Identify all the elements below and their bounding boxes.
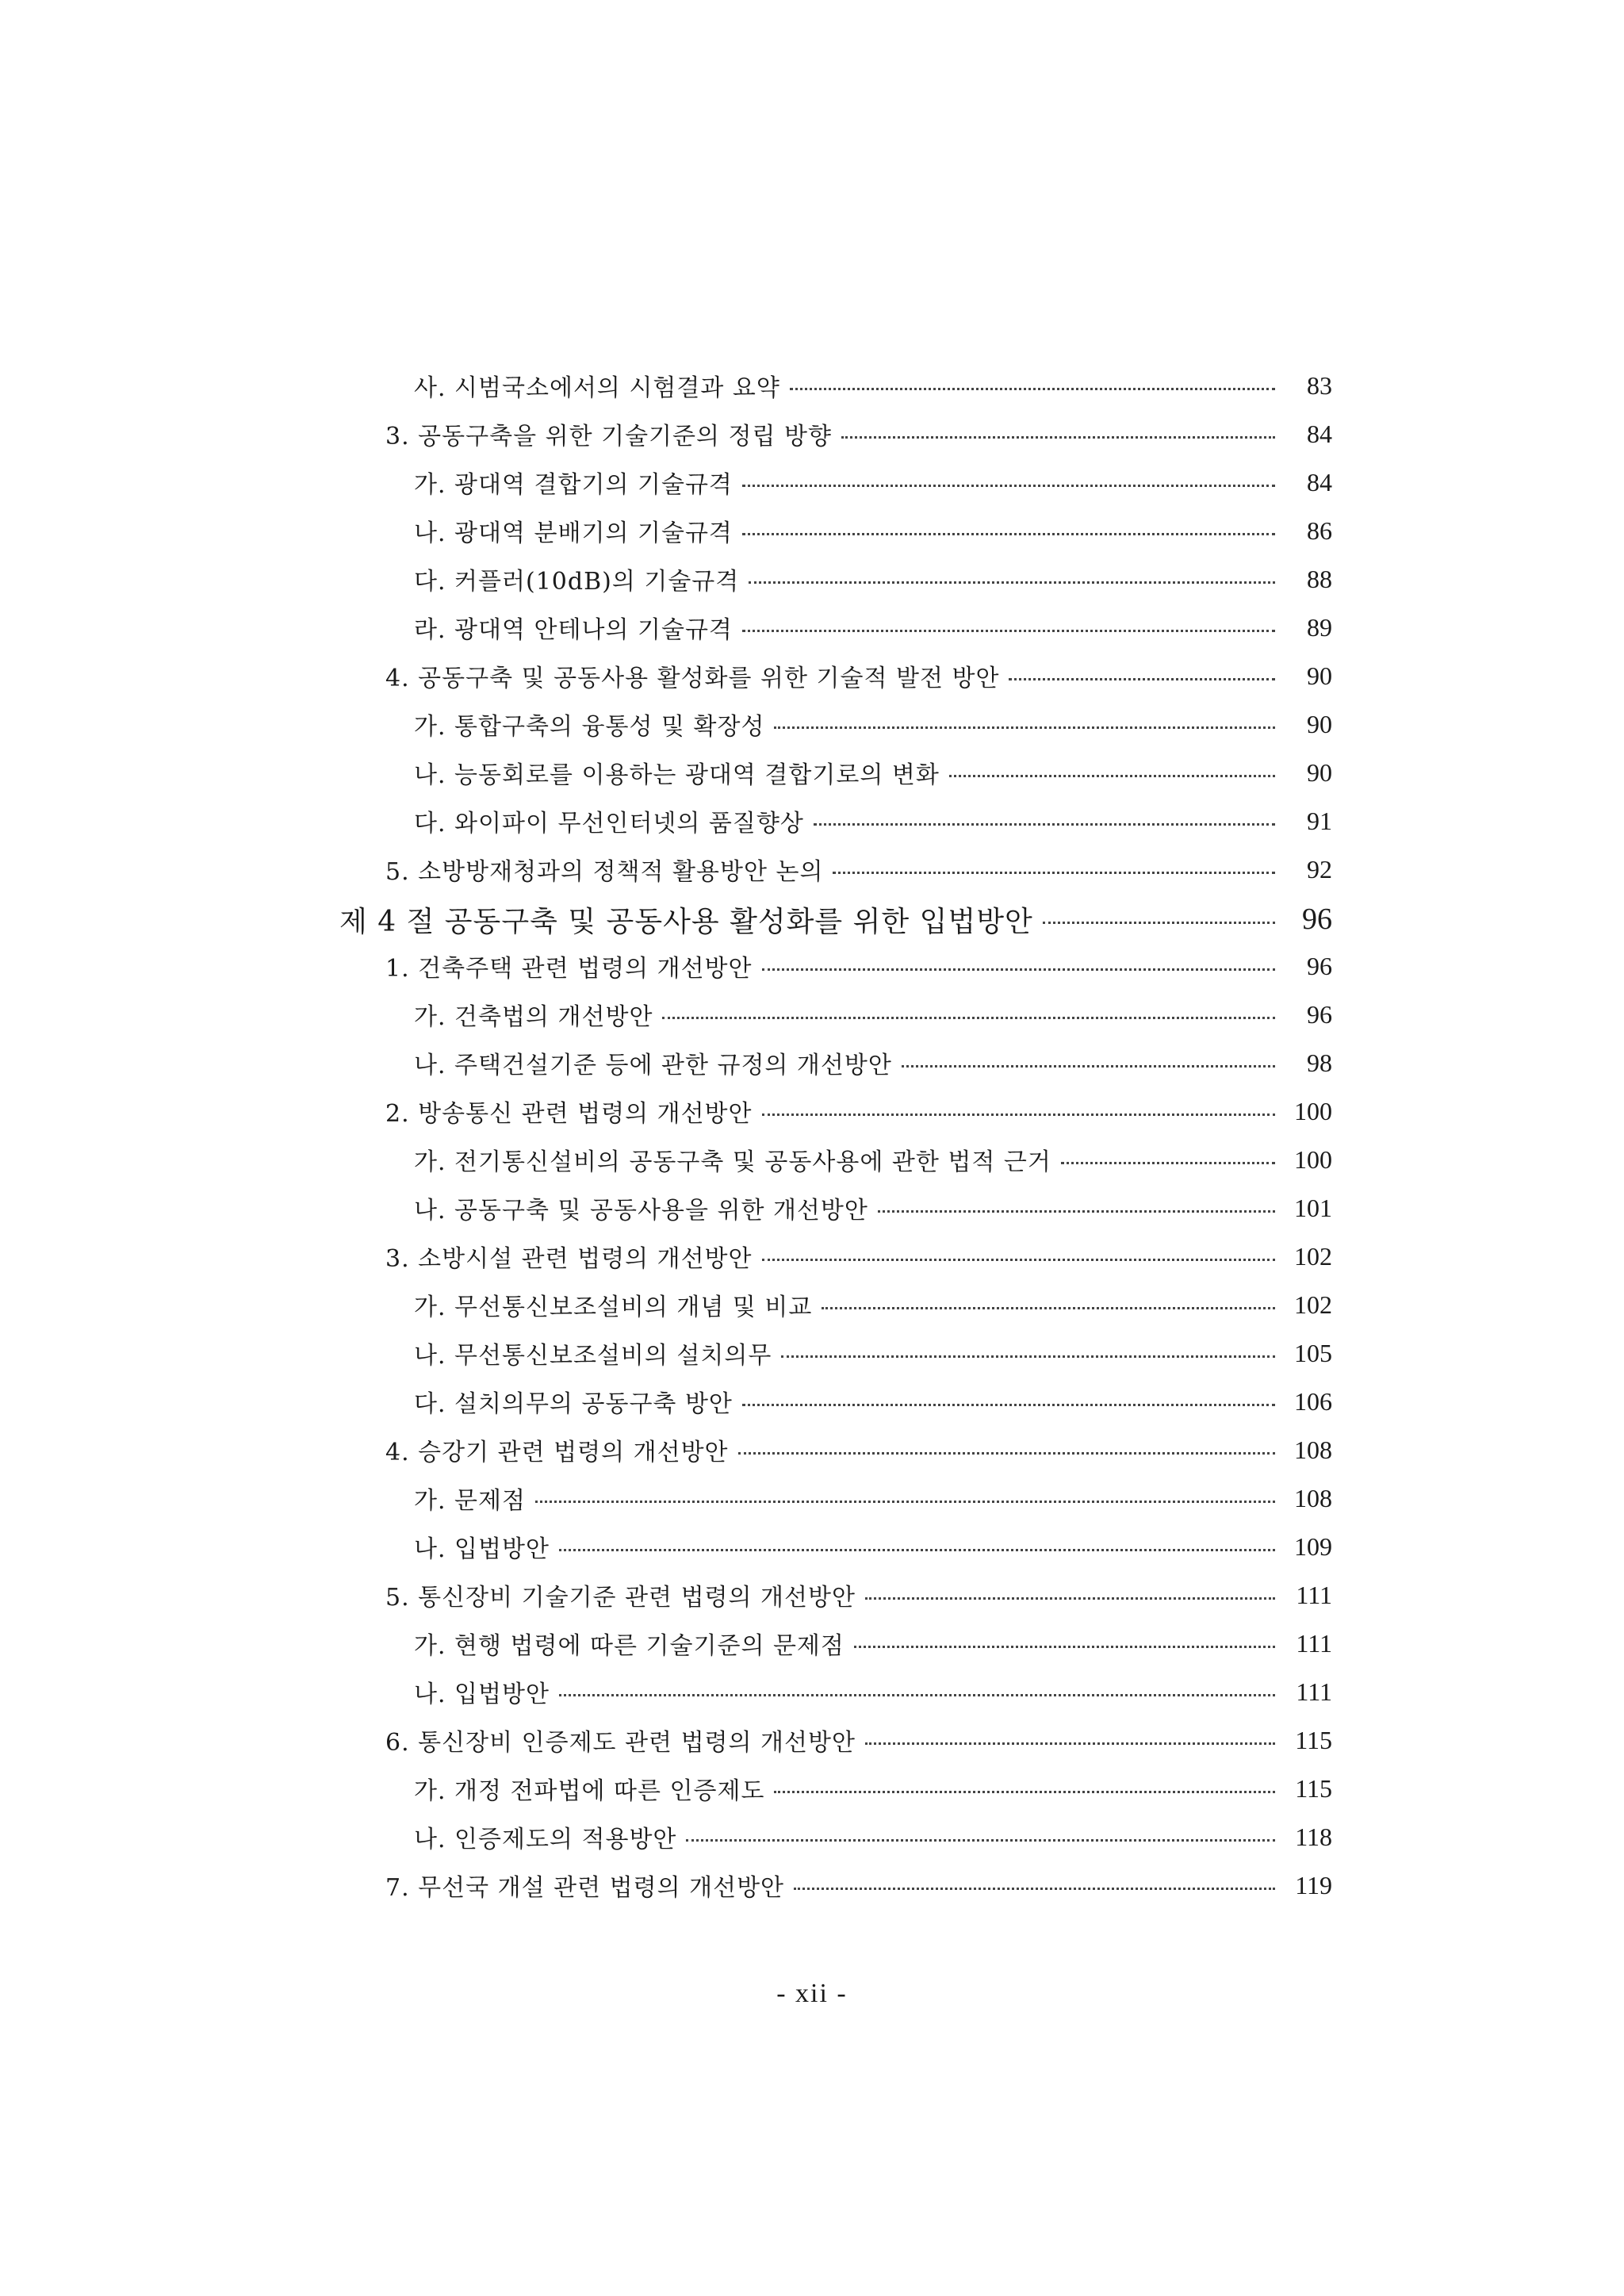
toc-entry [414, 1041, 1332, 1085]
toc-entry-page: 90 [1307, 709, 1332, 738]
dot-leader [790, 388, 1275, 390]
toc-entry-title: 5. 통신장비 기술기준 관련 법령의 개선방안 [385, 1584, 856, 1612]
toc-entry-title: 가. 전기통신설비의 공동구축 및 공동사용에 관한 법적 근거 [414, 1148, 1051, 1176]
toc-entry-title: 1. 건축주택 관련 법령의 개선방안 [385, 955, 753, 983]
dot-leader [738, 1452, 1275, 1455]
toc-entry [414, 1621, 1332, 1665]
toc-entry-page: 119 [1295, 1870, 1332, 1899]
toc-entry-title: 가. 현행 법령에 따른 기술기준의 문제점 [414, 1632, 845, 1660]
dot-leader [1009, 678, 1275, 680]
toc-entry-title: 4. 공동구축 및 공동사용 활성화를 위한 기술적 발전 방안 [385, 665, 1000, 692]
toc-entry-title: 다. 설치의무의 공동구축 방안 [414, 1390, 733, 1418]
dot-leader [559, 1694, 1275, 1696]
toc-entry-page: 108 [1294, 1483, 1332, 1512]
toc-entry-title: 다. 와이파이 무선인터넷의 품질향상 [414, 810, 804, 838]
toc-entry-title: 6. 통신장비 인증제도 관련 법령의 개선방안 [385, 1729, 856, 1757]
dot-leader [781, 1355, 1275, 1358]
toc-entry-page: 84 [1307, 467, 1332, 496]
toc-entry-title: 나. 입법방안 [414, 1535, 550, 1563]
dot-leader [854, 1646, 1275, 1648]
dot-leader [662, 1017, 1275, 1019]
toc-entry [414, 460, 1332, 504]
dot-leader [749, 581, 1275, 584]
toc-entry-title: 나. 주택건설기준 등에 관한 규정의 개선방안 [414, 1052, 892, 1079]
dot-leader [1043, 922, 1275, 924]
toc-entry [414, 799, 1332, 843]
toc-entry-page: 102 [1294, 1241, 1332, 1271]
dot-leader [833, 872, 1275, 874]
dot-leader [841, 436, 1275, 439]
toc-entry-page: 102 [1294, 1290, 1332, 1319]
toc-entry-page: 111 [1296, 1677, 1332, 1706]
toc-entry [385, 412, 1332, 456]
toc-entry-page: 96 [1302, 903, 1332, 936]
toc-entry [414, 1331, 1332, 1375]
toc-chapter-entry [339, 894, 1332, 945]
toc-entry-title: 가. 건축법의 개선방안 [414, 1003, 653, 1031]
dot-leader [559, 1549, 1275, 1551]
toc-entry-page: 96 [1307, 951, 1332, 980]
toc-entry [414, 992, 1332, 1037]
toc-entry-title: 나. 입법방안 [414, 1681, 550, 1708]
toc-entry-page: 100 [1294, 1144, 1332, 1174]
dot-leader [794, 1888, 1275, 1890]
toc-entry-title: 라. 광대역 안테나의 기술규격 [414, 616, 733, 644]
toc-entry-page: 111 [1296, 1628, 1332, 1658]
toc-entry-page: 90 [1307, 757, 1332, 787]
toc-entry [414, 1815, 1332, 1859]
toc-entry [414, 363, 1332, 408]
toc-entry-title: 7. 무선국 개설 관련 법령의 개선방안 [385, 1874, 785, 1902]
toc-entry-title: 나. 무선통신보조설비의 설치의무 [414, 1342, 772, 1370]
toc-entry-page: 100 [1294, 1096, 1332, 1125]
toc-entry [414, 1766, 1332, 1811]
toc-entry [414, 750, 1332, 795]
toc-entry [414, 1282, 1332, 1327]
toc-entry-title: 나. 인증제도의 적용방안 [414, 1826, 677, 1853]
toc-entry-page: 118 [1295, 1822, 1332, 1851]
toc-entry [414, 1186, 1332, 1230]
toc-entry [385, 1234, 1332, 1278]
toc-entry-page: 91 [1307, 806, 1332, 835]
dot-leader [774, 726, 1275, 729]
toc-entry [385, 944, 1332, 988]
dot-leader [762, 1259, 1275, 1261]
toc-entry-page: 111 [1296, 1580, 1332, 1609]
toc-entry-title: 가. 개정 전파법에 따른 인증제도 [414, 1777, 765, 1805]
toc-entry [385, 847, 1332, 891]
toc-entry-title: 나. 광대역 분배기의 기술규격 [414, 519, 733, 547]
toc-entry-title: 나. 공동구축 및 공동사용을 위한 개선방안 [414, 1197, 868, 1225]
toc-entry-title: 사. 시범국소에서의 시험결과 요약 [414, 374, 780, 402]
toc-entry-page: 84 [1307, 419, 1332, 448]
toc-entry [414, 702, 1332, 746]
dot-leader [742, 485, 1275, 487]
toc-entry-page: 115 [1295, 1725, 1332, 1754]
toc-entry-page: 89 [1307, 612, 1332, 642]
toc-entry-title: 3. 소방시설 관련 법령의 개선방안 [385, 1245, 753, 1273]
toc-entry-page: 109 [1294, 1531, 1332, 1561]
dot-leader [742, 630, 1275, 632]
toc-entry-title: 가. 문제점 [414, 1487, 526, 1515]
toc-entry-page: 108 [1294, 1435, 1332, 1464]
toc-entry [414, 508, 1332, 553]
toc-entry-title: 나. 능동회로를 이용하는 광대역 결합기로의 변화 [414, 761, 940, 789]
dot-leader [774, 1791, 1275, 1793]
toc-entry [414, 1137, 1332, 1182]
toc-entry [385, 1089, 1332, 1133]
toc-entry [414, 557, 1332, 601]
dot-leader [686, 1839, 1275, 1842]
dot-leader [535, 1501, 1275, 1503]
toc-entry-title: 가. 통합구축의 융통성 및 확장성 [414, 713, 765, 741]
dot-leader [814, 823, 1275, 826]
toc-entry [385, 1863, 1332, 1907]
toc-entry [385, 1428, 1332, 1472]
toc-entry-page: 115 [1295, 1773, 1332, 1803]
page-number-footer: - xii - [776, 1979, 848, 2008]
dot-leader [878, 1210, 1275, 1213]
toc-entry [385, 1718, 1332, 1762]
dot-leader [902, 1065, 1275, 1068]
dot-leader [865, 1597, 1275, 1600]
toc-entry-title: 제 4 절 공동구축 및 공동사용 활성화를 위한 입법방안 [339, 905, 1033, 938]
toc-entry-title: 3. 공동구축을 위한 기술기준의 정립 방향 [385, 423, 832, 450]
toc-entry-page: 90 [1307, 661, 1332, 690]
toc-entry [414, 1476, 1332, 1520]
toc-entry-page: 101 [1294, 1193, 1332, 1222]
dot-leader [762, 968, 1275, 971]
toc-entry [414, 1669, 1332, 1714]
toc-entry [414, 1524, 1332, 1569]
toc-entry-title: 가. 무선통신보조설비의 개념 및 비교 [414, 1294, 813, 1321]
toc-entry-title: 다. 커플러(10dB)의 기술규격 [414, 568, 740, 596]
toc-entry-page: 83 [1307, 370, 1332, 400]
toc-entry [414, 1379, 1332, 1424]
toc-entry [414, 605, 1332, 650]
toc-entry-page: 86 [1307, 516, 1332, 545]
dot-leader [949, 775, 1275, 777]
toc-entry-page: 96 [1307, 999, 1332, 1029]
dot-leader [1061, 1162, 1275, 1164]
dot-leader [742, 1404, 1275, 1406]
toc-entry-page: 105 [1294, 1338, 1332, 1367]
toc-entry-title: 4. 승강기 관련 법령의 개선방안 [385, 1439, 729, 1466]
toc-entry [385, 1573, 1332, 1617]
toc-entry-page: 88 [1307, 564, 1332, 593]
dot-leader [865, 1742, 1275, 1745]
toc-entry-title: 5. 소방방재청과의 정책적 활용방안 논의 [385, 858, 824, 886]
toc-entry-page: 92 [1307, 854, 1332, 884]
dot-leader [742, 533, 1275, 535]
toc-entry-page: 98 [1307, 1048, 1332, 1077]
toc-entry-page: 106 [1294, 1386, 1332, 1416]
dot-leader [822, 1307, 1275, 1309]
toc-entry-title: 2. 방송통신 관련 법령의 개선방안 [385, 1100, 753, 1128]
toc-entry-title: 가. 광대역 결합기의 기술규격 [414, 471, 733, 499]
toc-entry [385, 654, 1332, 698]
dot-leader [762, 1114, 1275, 1116]
